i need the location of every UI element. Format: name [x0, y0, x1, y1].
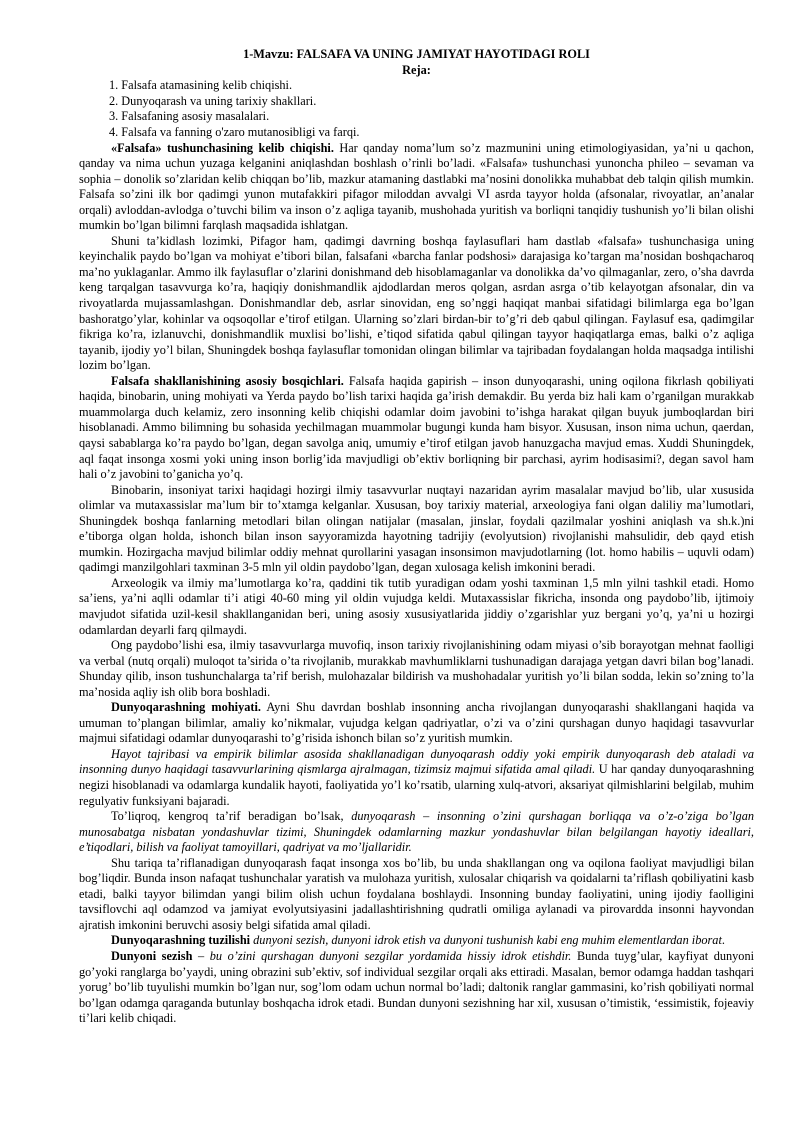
paragraph-text: Bunda tuyg’ular, kayfiyat dunyoni go’yoki ranglarga bo’yaydi, uning obrazini sub’ektiv, sof individual sezgilar orqali aks ettiradi. Masalan, bemor odamga haddan tashqari yorug’ bo’lib tuyulishi mumkin bo’lgan nur, sog’lom odam uchun normal bo’ladi; daltonik ranglar gammasini, ko’rish qobiliyati normal bo’lgan odamga qaraganda butunlay boshqacha idrok etadi. Bundan dunyoni sezishning har xil, xususan o’timistik, ‘essimistik, fojeaviy ti’lari kelib chiqadi.: [79, 949, 755, 1026]
plan-list: [79, 78, 754, 140]
page-title: 1-Mavzu: FALSAFA VA UNING JAMIYAT HAYOTIDAGI ROLI: [243, 47, 590, 61]
paragraph-text: Ong paydobo’lishi esa, ilmiy tasavvurlarga muvofiq, inson tarixiy rivojlanishining odam miyasi o’sib borayotgan mehnat faolligi va verbal (nutq orqali) muloqot ta’sirida o’ta rivojlanib, murakkab mavhumliklarni tushunadigan darajaga yetgan davri bilan bog’lanadi. Shunday qilib, inson tushunchalarga ta’rif berish, mulohazalar bildirish va mushohadalar yuritish yo’li bilan sodda, lekin so’zning to’la ma’nosida aqliy ish olib bora boshladi.: [79, 638, 754, 699]
paragraph-lead: Dunyoqarashning mohiyati.: [111, 700, 261, 715]
plan-heading: Reja:: [402, 62, 431, 77]
paragraph: [79, 809, 754, 856]
paragraph-lead: Dunyoqarashning tuzilishi: [111, 933, 251, 948]
paragraph-text: Falsafa haqida gapirish – inson dunyoqarashi, uning oqilona fikrlash qobiliyati haqida, binobarin, uning mohiyati va Yerda paydo bo’lish tarixi haqida ga’irish demakdir. Bu yerda biz hali kam o’rganilgan murakkab muammolarga duch kelamiz, zero insonning kelib chiqishi odamlar doim javobini to’ishga harakat qilgan buyuk jumboqlardan biri hisoblanadi. Ammo bilimning bu sohasida yechilmagan muammolar bugungi kunda ham bisyor. Xususan, inson nima uchun, qaerdan, qaysi sabablarga ko’ra paydo bo’lgan, degan savolga aniq, umumiy e’tirof etilgan javob hanuzgacha mavjud emas. Xuddi Shuningdek, aql faqat insonga xosmi yoki uning inson borlig’ida mavjudligi ob’ektiv borliqning bir parchasi, ayrim hodisasimi?, degan savol ham hali o’z javobini to’ganicha yo’q.: [79, 373, 754, 482]
paragraph-italic: dunyoni sezish, dunyoni idrok etish va dunyoni tushunish kabi eng muhim elementlardan iborat: [250, 933, 722, 948]
plan-item: 3. Falsafaning asosiy masalalari.: [109, 109, 270, 124]
paragraph: [79, 234, 754, 374]
paragraph-text: Ayni Shu davrdan boshlab insonning ancha rivojlangan dunyoqarashi shakllangani haqida va umuman to’plangan bilimlar, amaliy ko’nikmalar, vujudga kelgan qadriyatlar, o’zi va o’zini qurshagan dunyo haqidagi tasavvurlar majmui sifatidagi odamlar dunyoqarashi to’g’risida ishonch bilan so’z yuritish mumkin.: [79, 700, 754, 746]
paragraph-text: –: [192, 949, 210, 963]
paragraph: [79, 949, 754, 1027]
paragraph: [79, 856, 754, 934]
paragraph-text: U har qanday dunyoqarashning negizi hisoblanadi va odamlarga kundalik hayoti, faoliyatida yo’l ko’rsatib, ularning xulq-atvori, aksariyat qilmishlarini belgilab, muhim regulyativ funksiyani bajaradi.: [79, 762, 754, 808]
paragraph-text: Shuni ta’kidlash lozimki, Pifagor ham, qadimgi davrning boshqa faylasuflari ham dastlab «falsafa» tushunchasiga uning keyinchalik paydo bo’lgan va mohiyat e’tibori bilan, falsafani «barcha fanlar podshosi» darajasiga ko’targan ma’nosidan boshqacharoq ma’no yuklaganlar. Ammo ilk faylasuflar o’zlarini donishmand deb hisoblamaganlar va donolikka da’vo qilmaganlar, zero, o’sha davrda keng tarqalgan tasavvurga ko’ra, haqiqiy donishmandlik ajdodlardan meros qolgan, asrdan asrga o’tib kelayotgan afsonalar, din va rivoyatlarda mujassamlashgan. Donishmandlar deb, asrlar sinovidan, eng so’nggi haqiqat manbai sifatidagi bilimlarga ega bo’lgan bashoratgo’ylar, kohinlar va oqsoqollar e’tirof etilgan. Ularning so’zlari birdan-bir to’g’ri deb qabul qilingan. Faylasuf esa, qadimgilar fikriga ko’ra, izlanuvchi, donishmandlik muxlisi bo’lishi, e’tiqod sifatida qabul qilingan tayyor haqiqatlarga emas, balki o’z aqliga tayanib, ijodiy yo’l bilan, Shuningdek boshqa faylasuflar tomonidan olingan bilimlar va tajribadan foydalangan holda maqsadga intilishi lozim bo’lgan.: [79, 233, 754, 373]
paragraph: [79, 576, 754, 638]
paragraph-text: Har qanday noma’lum so’z mazmunini uning etimologiyasidan, ya’ni u qachon, qanday va nima uchun yuzaga kelganini aniqlashdan boshlash o’rinli bo’ladi. «Falsafa» tushunchasi yunoncha phileo – sevaman va sophia – donolik so’zlaridan kelib chiqqan bo’lib, mazkur atamaning dastlabki ma’nosini donolikka muhabbat deb talqin qilish mumkin. Falsafa so’zini ilk bor qadimgi yunon mutafakkiri pifagor miloddan avvalgi VI asrda tayyor holda (afsonalar, rivoyatlar, an’analar orqali) avloddan-avlodga o’tuvchi bilim va inson o’z aqliga tayanib, mushohada yuritish va borliqni tanqidiy tushunish yo’li bilan olishi mumkin bo’lgan bilimni farqlash maqsadida ishlatgan.: [79, 140, 755, 233]
plan-item: 1. Falsafa atamasining kelib chiqishi.: [109, 78, 293, 93]
paragraph-text: Arxeologik va ilmiy ma’lumotlarga ko’ra, qaddini tik tutib yuradigan odam yoshi taxminan 1,5 mln yilni tashkil etadi. Homo sa’iens, ya’ni aqlli odamlar ti’i atigi 40-60 ming yil oldin vujudga keldi. Mutaxassislar fikricha, insonda ong paydobo’lib, ijtimoiy mavjudot sifatida uzil-kesil shakllanganidan beri, uning asosiy xususiyatlarida jiddiy o’zgarishlar yuz bergani yo’q, ya’ni u hozirgi odamlardan deyarli farq qilmaydi.: [79, 575, 754, 637]
paragraph: [79, 747, 754, 809]
paragraph-text: Shu tariqa ta’riflanadigan dunyoqarash faqat insonga xos bo’lib, bu unda shakllangan ong va oqilona faoliyat mavjudligi bilan bog’liqdir. Bunda inson nafaqat tushunchalar yaratish va mulohaza yuritish, xulosalar chiqarish va qoidalarni ta’riflash qobiliyatini kasb etadi, balki tayyor bilimdan yangi bilim olish uchun foydalana boshlaydi. Insonning bunday faoliyatini, uning ijodiy faolligini tavsiflovchi aql odamzod va jamiyat evolyutsiyasini jadallashtirishning qudratli omiliga aylanadi va pirovardda insonni hayvondan ajratish imkonini beruvchi asosiy belgi sifatida amal qiladi.: [79, 855, 754, 932]
paragraph-italic: Hayot tajribasi va empirik bilimlar asosida shakllanadigan dunyoqarash oddiy yoki empirik dunyoqarash deb ataladi va insonning dunyo haqidagi tasavvurlarining qismlarga ajralmagan, tizimsiz majmui sifatida amal qiladi.: [79, 746, 754, 777]
paragraph-lead: «Falsafa» tushunchasining kelib chiqishi.: [111, 140, 334, 155]
plan-item: 4. Falsafa va fanning o'zaro mutanosibligi va farqi.: [109, 124, 360, 139]
plan-item: 2. Dunyoqarash va uning tarixiy shakllari.: [109, 93, 317, 108]
paragraph-lead: Falsafa shakllanishining asosiy bosqichlari.: [111, 373, 344, 388]
paragraph: [79, 933, 754, 949]
paragraph: [79, 483, 754, 576]
paragraph-italic: dunyoqarash – insonning o’zini qurshagan borliqqa va o’z-o’ziga bo’lgan munosabatga nisbatan yondashuvlar tizimi, Shuningdek odamlarning mazkur yondashuvlar bilan belgilangan hayotiy ideallari, e’tiqodlari, bilish va faoliyat tamoyillari, qadriyat va mo’ljallaridir.: [79, 809, 754, 855]
paragraph-text: To’liqroq, kengroq ta’rif beradigan bo’lsak,: [111, 809, 352, 824]
paragraph-lead: Dunyoni sezish: [111, 949, 193, 963]
paragraph-italic: bu o’zini qurshagan dunyoni sezgilar yordamida hissiy idrok etishdir.: [209, 949, 572, 963]
paragraph: [79, 700, 754, 747]
paragraph: [79, 638, 754, 700]
paragraph: [79, 374, 754, 483]
paragraph-text: Binobarin, insoniyat tarixi haqidagi hozirgi ilmiy tasavvurlar nuqtayi nazaridan ayrim masalalar mavjud bo’lib, ular xususida olimlar va mutaxassislar ma’lum bir to’xtamga kelganlar. Xususan, boy tarixiy material, arxeologiya fani olgan daliliy ma’lumotlari, Shuningdek boshqa fanlarning metodlari bilan olingan natijalar (masalan, jinslar, foydali qazilmalar yoshini aniqlash va sh.k.)ni e’tiborga olgan holda, ishonch bilan inson sayyoramizda hayotning tadrijiy (evolyutsion) rivojlanishi mahsulidir, deb qayd etish mumkin. Hozirgacha mavjud bilimlar oddiy mehnat qurollarini yasagan insonsimon mavjudotlarning (lot. homo habilis – uquvli odam) qadimgi manzilgohlari taxminan 3-5 mln yil oldin paydobo’lgan, degan xulosaga kelish imkonini beradi.: [79, 482, 754, 575]
paragraph-text: .: [721, 933, 725, 948]
paragraph: [79, 141, 754, 234]
